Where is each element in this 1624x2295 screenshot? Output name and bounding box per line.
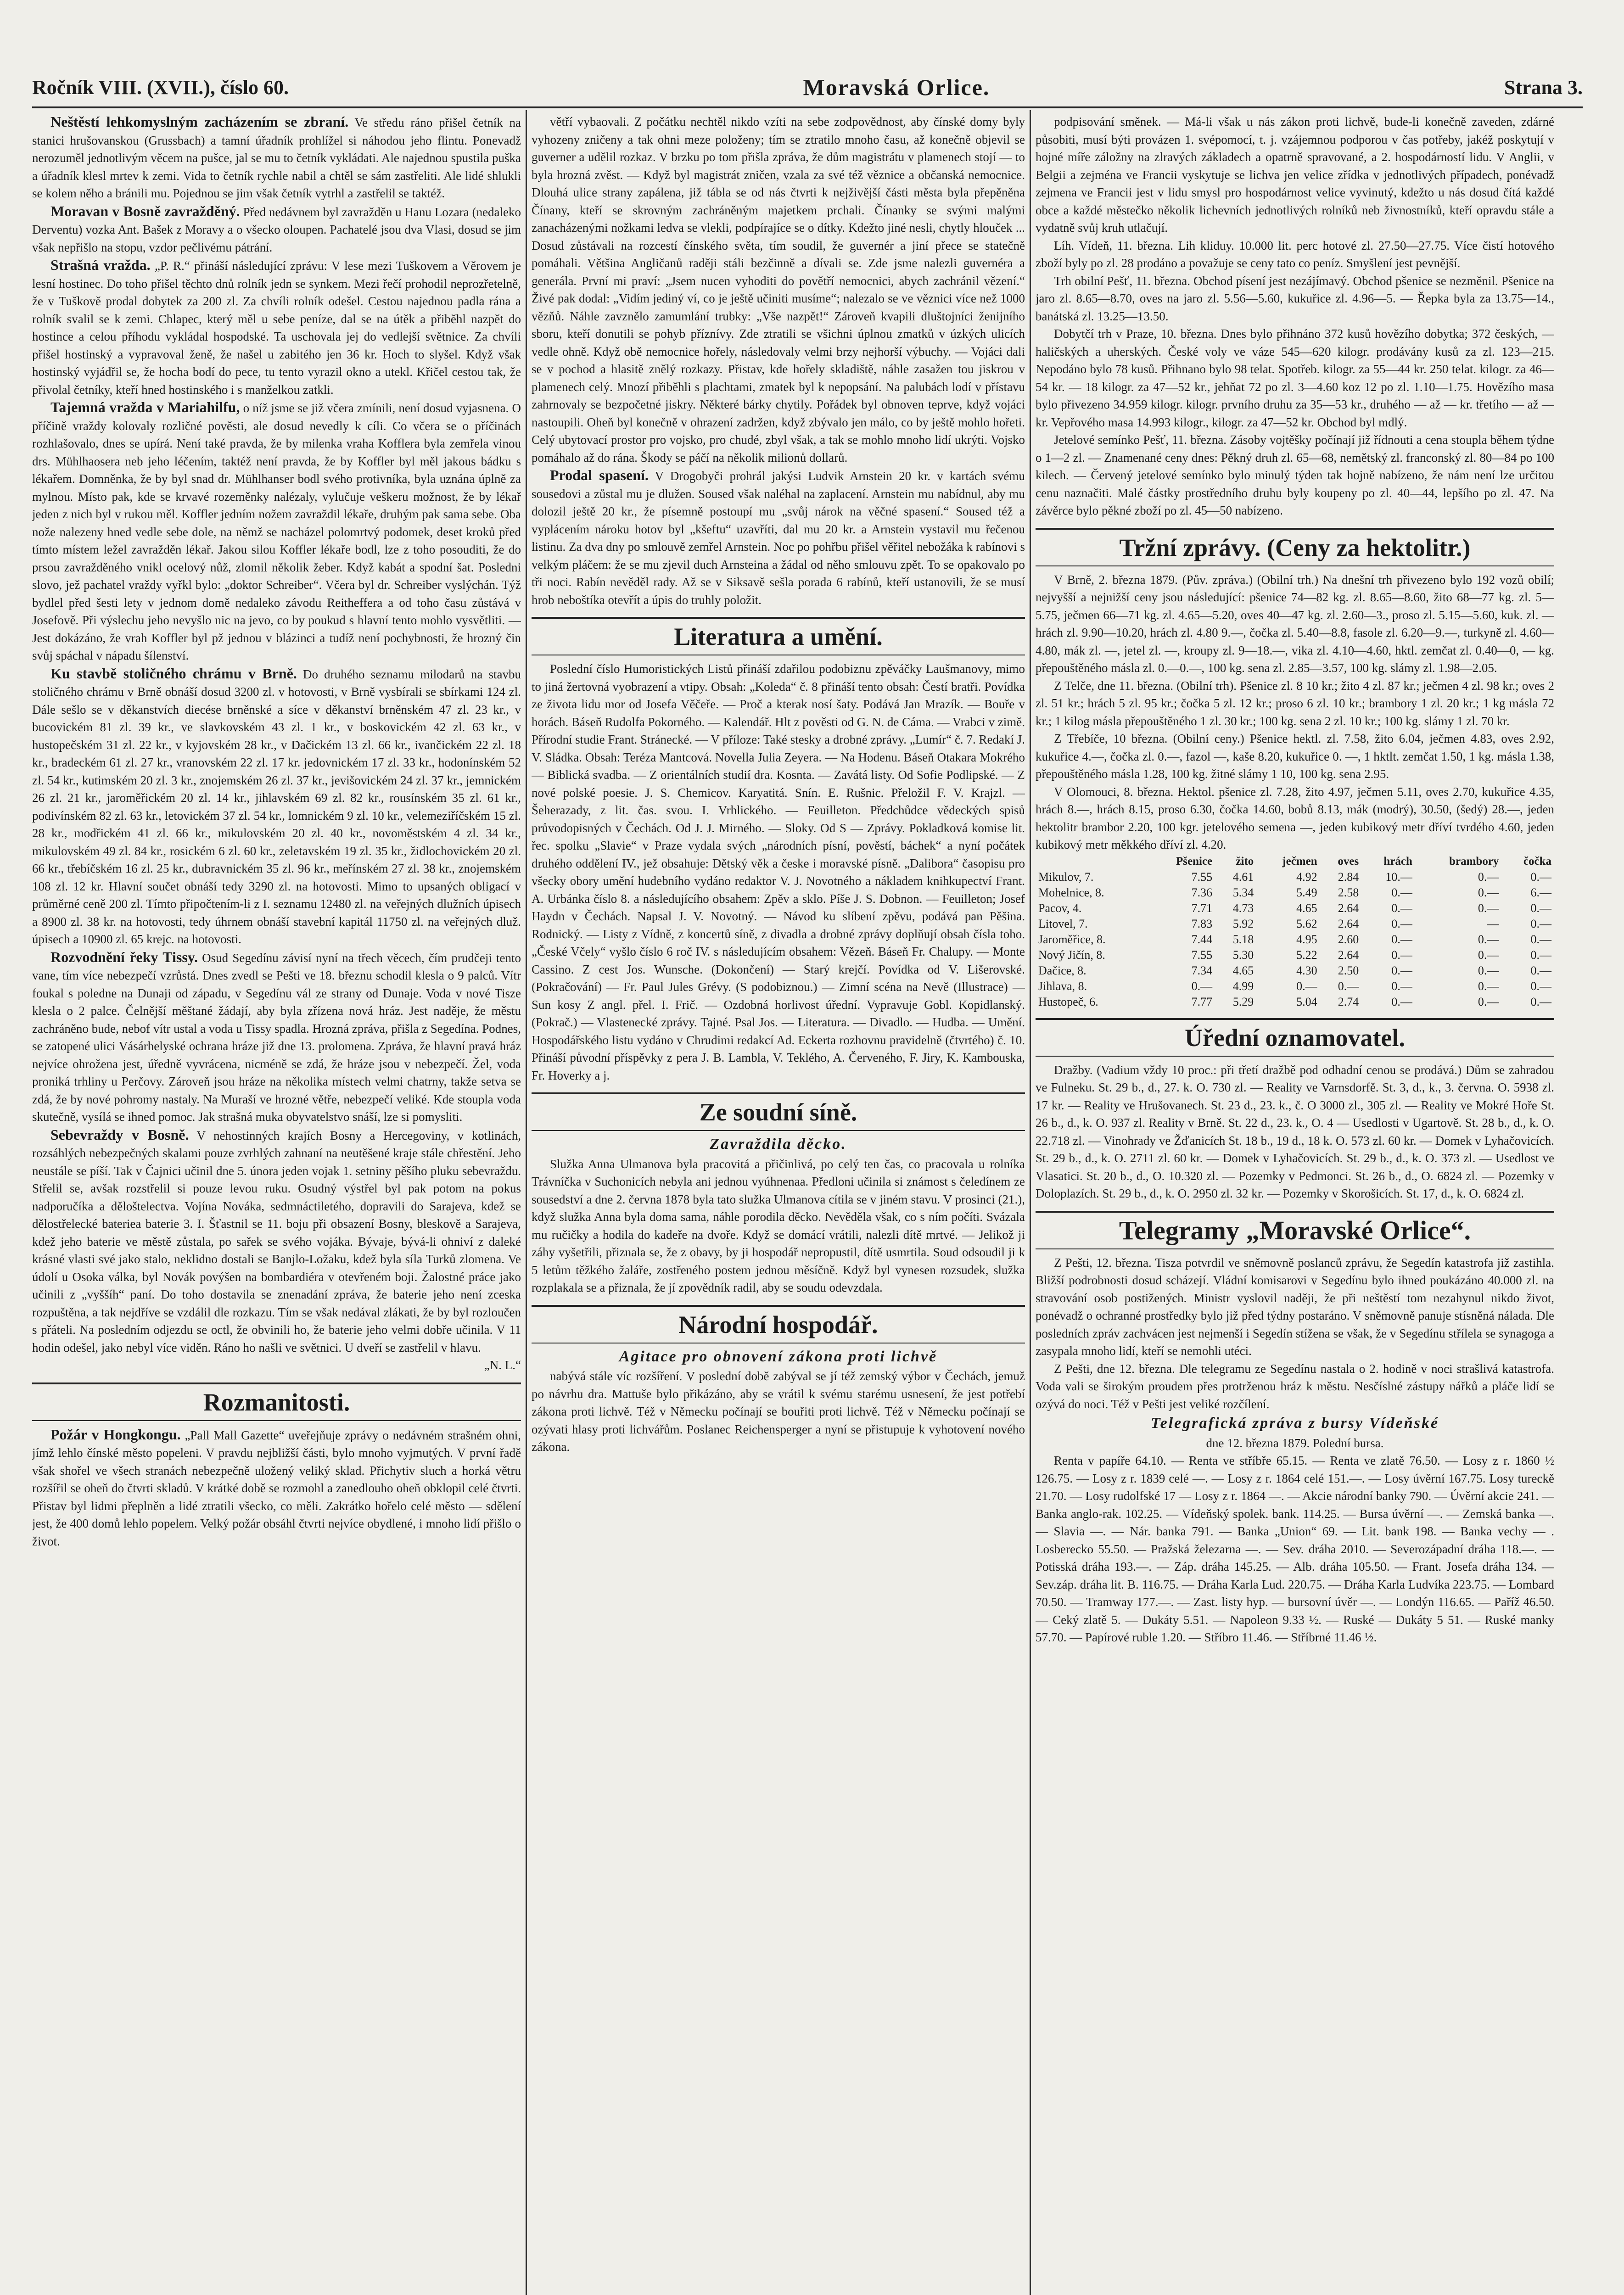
table-cell: — bbox=[1487, 917, 1499, 930]
table-cell: 4.30 bbox=[1296, 963, 1317, 977]
section-heading-telegramy: Telegramy „Moravské Orlice“. bbox=[1036, 1211, 1554, 1249]
table-cell: Pacov, 4. bbox=[1038, 901, 1082, 915]
table-row bbox=[1036, 994, 1554, 1010]
table-row bbox=[1036, 869, 1554, 885]
table-cell: 5.34 bbox=[1232, 885, 1254, 899]
table-cell: 0.— bbox=[1391, 932, 1412, 946]
table-cell: 4.65 bbox=[1296, 901, 1317, 915]
table-cell: 0.— bbox=[1478, 963, 1499, 977]
grain-price-table bbox=[1036, 854, 1554, 1010]
table-cell: 0.— bbox=[1530, 948, 1551, 962]
table-cell: 7.77 bbox=[1191, 995, 1213, 1008]
telegram-text: Z Pešti, 12. března. Tisza potvrdil ve sněmovně poslanců zprávu, že Segedín katastrofa již zastihla. Bližší podrobnosti dosud scházejí. Vládní komisarovi v Segedínu bylo ihned poukázáno 40.000 zl. na stravování osob postižených. Ministr vyslovil naději, že při neštěstí tom nezahynul nikdo život, ponévadž o ochranné prostředky bylo již před týdny postaráno. V sněmovně panuje stísněná nálada. Dle posledních zpráv zachvácen jest nejmenší i Segedín stížena se však, že v Segedínu střílela se synagoga a zasypala mnoho lidí, kteří se nemohli utéci. bbox=[1036, 1255, 1554, 1358]
newspaper-page bbox=[14, 0, 1610, 2295]
table-cell: 10.— bbox=[1385, 870, 1412, 884]
table-cell: 5.62 bbox=[1296, 917, 1317, 930]
article-text: podpisování směnek. — Má-li však u nás zákon proti lichvě, bude-li konečně zaveden, zdárné působiti, musí býti provázen 1. svépomocí, t. j. vzájemnou podporou v čas potřeby, jakéž poskytují v hojné míře záložny na zlravých základech a opatrně spravované, a 2. hospodárností lidu. V Anglii, v Belgii a zejména ve Francii vyskytuje se lichva jen velice zřídka v jednotlivých případech, ponévadž zejmena ve Francii jest v lidu smysl pro hospodárnost velice vyvinutý, kdežto u nás dosud čítá každé obce a každé městečko několik lichevních jednotlivých rolníků neb živnostníků, kteří opravdu stále a vydatně svůj kruh utlačují. bbox=[1036, 115, 1554, 235]
table-cell: 7.55 bbox=[1191, 870, 1213, 884]
bourse-report: Renta v papíře 64.10. — Renta ve stříbře 65.15. — Renta ve zlatě 76.50. — Losy z r. 1860 ½ 126.75. — Losy z r. 1839 celé —. — Losy z r. 1864 celé 151.—. — Losy úvěrní 167.75. Losy tureckě 21.70. — Losy rudolfské 17 — Losy z r. 1864 —. — Akcie národní banky 790. — Úvěrní akcie 241. — Banka anglo-rak. 102.25. — Vídeňský spolek. bank. 114.25. — Bursa úvěrní —. — Zemská banka —. — Slavia —. — Nár. banka 791. — Banka „Union“ 69. — Lit. bank 198. — Banka vechy — . Losberecko 55.50. — Pražská železarna —. — Sev. dráha 2010. — Severozápadní dráha 118.—. — Potisská dráha 193.—. — Záp. dráha 145.25. — Alb. dráha 105.50. — Frant. Josefa dráha 134. — Sev.záp. dráha lit. B. 116.75. — Dráha Karla Lud. 220.75. — Dráha Karla Ludvíka 223.75. — Lombard 70.50. — Tramway 177.—. — Zast. listy hyp. — bursovní úvěr —. — Londýn 116.65. — Paříž 46.50. — Ceký zlatě 5. — Dukáty 5.51. — Napoleon 9.33 ½. — Ruské — Dukáty 5 51. — Ruské manky 57.70. — Papírové ruble 1.20. — Stříbro 11.46. — Stříbrné 11.46 ½. bbox=[1036, 1454, 1554, 1644]
table-cell: 0.— bbox=[1530, 979, 1551, 993]
article-text: Poslední číslo Humoristických Listů přináší zdařilou podobiznu zpěváčky Laušmanovy, mimo to jiná žertovná vyobrazení a vtipy. Obsah: „Koleda“ č. 8 přináší tento obsah: Čestí bratři. Povídka ze života lidu mor od Josefa Věčeře. — Proč a kterak nosí šaty. Podává Jan Mrazík. — Bouře v horách. Báseň Rudolfa Pokorného. — Kalendář. Hlt z pověsti od G. N. de Cáma. — Vrabci v zimě. Přírodní studie Frant. Stránecké. — V příloze: Také stesky a drobné zprávy. „Lumír“ č. 7. Redakí J. V. Sládka. Obsah: Teréza Mantcová. Novella Julia Zeyera. — Na Hodenu. Báseň Otakara Mokrého — Biblická svadba. — Z orientálních studií dra. Kosnta. — Zavátá listy. Od Sofie Podlipské. — Z nové polské poesie. J. S. Chemicov. Karyatitá. Snín. E. Rušnic. Přeložil F. V. Krajzl. — Šeherazady, z lit. čas. svou. I. Vrhlického. — Feuilleton. Předchůdce vědeckých spisů průvodopisných v Čechách. Od J. J. Mirného. — Sloky. Od S — Zprávy. Pokladková komise lit. řec. spolku „Slavie“ v Praze vydala svých „národních písní, pověstí, báchek“ a nyní počátek druhého oddělení IV., jež obsahuje: Dětský věk a česke i moravské písně. „Dalibora“ časopisu pro všecky obory umění hudebního vydáno redaktor V. J. Novotného a nákladem knihkupectví Frant. A. Urbánka číslo 8. a následujícího obsahem: Zpěv a sklo. Píše J. S. Dobnon. — Feuilleton; Josef Haydn v Čechách. Napsal J. V. Novotný. — Návod ku slíbení zpěvu, podává pan Pěšina. Rodnický. — Listy z Vídně, z koncertů síně, z divadla a drobné zprávy doplňují obsah čísla toho. „České Včely“ vyšlo číslo 6 roč IV. s následujícím obsahem: Vězeň. Báseň Fr. Chalupy. — Monte Cassino. Z cest Jos. Wunsche. (Dokončení) — Starý krejčí. Povídka od V. Lišerovské. (Pokračování) — Fr. Paul Jules Grévy. (S podobiznou.) — Zimní scéna na Nevě (Illustrace) — Sun kosy Z angl. přel. I. Frič. — Ozdobná horlivost úřední. Vypravuje Gobl. Kopidlanský. (Pokrač.) — Vlastenecké zprávy. Tajné. Psal Jos. — Literatura. — Divadlo. — Hudba. — Umění. Hospodářského listu vydáno v Chrudimi redakcí Ad. Eckerta rozhovnu pravidelně (čtvrtého) č. 10. Přináší původní příspěvky z pera J. B. Lambla, V. Teklého, A. Červeného, F. Jiry, K. Kambouska, Fr. Hoverky a j. bbox=[532, 662, 1025, 1082]
table-cell: 5.22 bbox=[1296, 948, 1317, 962]
table-cell: 0.— bbox=[1391, 917, 1412, 930]
table-cell: 0.— bbox=[1391, 901, 1412, 915]
table-cell: 2.64 bbox=[1338, 917, 1359, 930]
column-rule-2 bbox=[1030, 110, 1031, 2295]
table-cell: 0.— bbox=[1338, 979, 1359, 993]
article-text: „Pall Mall Gazette“ uveřejňuje zprávy o nedávném strašném ohni, jímž lehlo čínské město popeleni. V pravdu nejbližší části, bylo mnoho vyjmutých. V první řadě však shořel ve všech stranách nebezpečně uložený veliký sklad. Přichytiv sluch a horká větru rozšířil se oheň do čtvrti skladů. V krátké době se rozmohl a zanedlouho oheň obklopil celé čtvrti. Přistav byl lidmi přeplněn a lidé ztratili všecko, co měli. Zakrátko hořelo celé město — sdělení jest, že 400 domů lehlo popelem. Velký požár obsáhl čtvrti nejvíce obydlené, i mnoho lidí přišlo o život. bbox=[32, 1428, 521, 1548]
article-text: Do druhého seznamu milodarů na stavbu stoličného chrámu v Brně obnáší dosud 3200 zl. v hotovosti, v Brně vysbírali se sbírkami 124 zl. Dále sešlo se v děkanstvích diecése brněnské a síce v děkanství brněnském 47 zl. 23 kr., v bucovickém 81 zl. 39 kr., ve slavkovském 43 zl. 1 kr., v boskovickém 42 zl. 63 kr., v hustopečském 31 zl. 22 kr., v kyjovském 28 kr., v Dačickém 13 zl. 66 kr., ivančickém 22 zl. 18 kr., bradeckém 61 zl. 27 kr., vranovském 22 zl. 17 kr. jedovnickém 17 zl. 33 kr., hodonínském 52 zl. 54 kr., kutimském 20 zl. 3 kr., znojemském 26 zl. 37 kr., jevišovickém 24 zl. 37 kr., jemnickém 26 zl. 21 kr., jaroměřickém 20 zl. 14 kr., jihlavském 69 zl. 82 kr., rousínském 35 zl. 61 kr., podivínském 82 zl. 63 kr., letovickém 37 zl. 54 kr., lomnickém 9 zl. 10 kr., velemeziříčském 15 zl. 28 kr., modřickém 41 zl. 66 kr., mikulovském 20 zl. 40 kr., novoměstském 4 zl. 34 kr., mikulovském 49 zl. 84 kr., rosickém 6 zl. 60 kr., zeletavském 19 zl. 35 kr., židlochovickém 20 zl. 66 kr., třebíčském 16 zl. 25 kr., dubravnickém 35 zl. 96 kr., meřínském 27 zl. 38 kr., znojemském 108 zl. 12 kr. Hlavní součet obnáší tedy 3290 zl. na hotovosti. Mimo to upsaných obligací v průměrné ceně 200 zl. Tímto připočtením-li z I. seznamu 12480 zl. na veřejných dlužních úpisech a 8900 zl. 38 kr. na hotovosti, tedy úhrnem obnáší stavební kapitál 11750 zl. na veřejných dluž. úpisech a 10900 zl. 65 krejc. na hotovosti. bbox=[32, 667, 521, 946]
table-cell: 4.61 bbox=[1232, 870, 1254, 884]
article-text: o níž jsme se již včera zmínili, není dosud vyjasnena. O příčině vraždy kolovaly rozličné pověsti, ale dosud nevedly k cíli. Co včera se o příčinách rozhlašovalo, dnes se upírá. Není také pravda, že by milenka vraha Kofflera byla zemřela vinou drs. Mühlhaosera neb jeho léčením, taktéž není pravda, že by Koffler byl měl jakous bádku s lékařem. Domněnka, že by byl snad dr. Mühlhanser bodl svého protivníka, byla uznána úplně za mylnou. Místo pak, kde se krvavé rozeměnky nalézaly, vylučuje veškeru možnost, že by lékař jeden z nich byl v rukou měl. Koffler jedním nožem zavraždil lékaře, druhým pak sama sebe. Oba nože nalezeny hned vedle sebe dole, na němž se nacházel polomrtvý podomek, deset kroků před tímto místem ležel zavražděn lékař. Jakou silou Koffler lékaře bodl, lze z toho posouditi, že do prsou zavražděného vnikl ocelový nůž, zlomil několik žeber. Když kabát a spodní šat. Posledni slovo, jež pachatel vraždy vyřkl bylo: „doktor Schreiber“. Včera byl dr. Schreiber vyslýchán. Týž bydlel před šesti lety v jednom domě nedaleko závodu Reitheffera a od toho času zůstává v Josefově. Při výslechu jeho nevyšlo nic na jevo, co by poukud s hlavní tento mohlo vysvětliti. — Jest dokázáno, že vrah Koffler byl pž jednou v blázinci a tudíž není pochybnosti, že hrozný čin svůj spáchal v nápadu šílenství. bbox=[32, 401, 521, 662]
article-title: Rozvodnění řeky Tissy. bbox=[50, 948, 198, 965]
market-report: Líh. Vídeň, 11. března. Lih kliduy. 10.000 lit. perc hotové zl. 27.50—27.75. Více čistí hotového zboží byly po zl. 28 prodáno a považuje se ceny tato co peníz. Smyšlení jest pevnější. bbox=[1036, 238, 1554, 270]
table-cell: 6.— bbox=[1530, 885, 1551, 899]
article-title: Sebevraždy v Bosně. bbox=[50, 1126, 189, 1143]
table-cell: 0.— bbox=[1478, 885, 1499, 899]
table-row bbox=[1036, 932, 1554, 947]
telegram-text: Z Pešti, dne 12. března. Dle telegramu ze Segedínu nastala o 2. hodině v noci strašlivá katastrofa. Voda vali se širokým proudem přes protrženou hráz k městu. Nesčíslné zástupy nářků a pláče lidí se ozývá do noci. Též v Pešti jest veliké rozčílení. bbox=[1036, 1361, 1554, 1411]
table-cell: Jihlava, 8. bbox=[1038, 979, 1087, 993]
table-row bbox=[1036, 979, 1554, 994]
table-cell: 7.55 bbox=[1191, 948, 1213, 962]
table-header-cell: žito bbox=[1236, 855, 1254, 868]
article-text: Osud Segedínu závisí nyní na třech věcech, čím prudčeji tento vane, tím více nebezpečí vzrůstá. Dnes zvedl se Pešti ve 18. březnu schodil klesla o 9 palců. Vítr foukal s poledne na Dunaji od západu, v Segedínu vál ze strany od Dunaje. Voda v nové Tisze klesla o 2 palce. Čelnější měštané žádají, aby byla zřízena nová hráz. Jest naděje, že městu zachráněno bude, nebof vítr ustal a voda u Tissy spadla. Hrozná zpráva, přišla z Segedína. Podnes, se zatopené ulici Vásárhelyské ochrana hráze již dne 13. prolomena. Zpráva, že hlavní pravá hráz nejvíce ohrožena jest, úředně vyvrácena, nicméně se zdá, že hráze jsou v nebezpečí. Žel, voda proniká trhliny u Perčovy. Zároveň jsou hráze na několika místech velmi chatrny, takže setva se zdá, že by nové pohromy nastaly. Na Muraší ve hrozné větře, nebezpečí veliké. Kde stoupla voda skutečně, vysílá se ihned pomoc. Jak strašná muka obyvatelstvo snáší, lze si pomysliti. bbox=[32, 951, 521, 1124]
article-subheading: Zavraždila děcko. bbox=[710, 1136, 847, 1153]
masthead-title: Moravská Orlice. bbox=[803, 74, 990, 100]
table-cell: 0.— bbox=[1478, 932, 1499, 946]
table-row bbox=[1036, 963, 1554, 979]
article-title: Požár v Hongkongu. bbox=[50, 1426, 181, 1443]
table-cell: Nový Jičín, 8. bbox=[1038, 948, 1105, 962]
auction-notices: Dražby. (Vadium vždy 10 proc.: při třetí dražbě pod odhadní cenou se prodává.) Dům se zahradou ve Fulneku. St. 29 b., d., 27. k. O. 730 zl. — Reality ve Varnsdorfě. St. 3, d., k., 3. června. O. 5938 zl. 17 kr. — Reality ve Hrušovanech. St. 23 d., 23. k., č. O 3000 zl., 305 zl. — Reality ve Mokré Hoře St. 26 b., d., k. O. 937 zl. Reality v Brně. St. 22 d., 23. k., O. 4 — Usedlosti v Ugartově. St. 28 b., d., k. O. 22.718 zl. — Vinohrady ve Žďanicích St. 18 b., 19 d., 18 k. O. 573 zl. 60 kr. — Domek v Lyhačovicích. St. 29 b., d., k. O. 2711 zl. 60 kr. — Domek v Lyhačovicích. St. 29 b., d., k. O. 373 zl. — Usedlost ve Vlasatici. St. 20 b., d., O. 10.320 zl. — Pozemky v Pedmonci. St. 26 b., d., O. 6824 zl. — Pozemky v Doloplazích. St. 29 b., d., k. O. 2950 zl. 32 kr. — Pozemky v Skorošicích. St. 17, d., k. O. 6824 zl. bbox=[1036, 1063, 1554, 1200]
table-cell: 7.83 bbox=[1191, 917, 1213, 930]
section-heading-soudni-sine: Ze soudní síně. bbox=[532, 1092, 1025, 1131]
table-cell: 4.92 bbox=[1296, 870, 1317, 884]
article-text: Ve středu ráno přišel četník na stanici hrušovanskou (Grussbach) a tamní úřadník prohlížel si náhodou jeho flintu. Ponevadž nerozuměl jednotlivým věcem na pušce, jal se mu to četník vykládati. Ale najednou spustila puška a úřadník klesl mrtev k zemi. Vida to četník rychle nabil a chtěl se sám zastřeliti. Ale lidé shlukli se kolem něho a bránili mu. Pojednou se jim však četník vytrhl a zastřelil se taktéž. bbox=[32, 116, 521, 200]
column-1 bbox=[32, 113, 521, 2295]
table-cell: 4.99 bbox=[1232, 979, 1254, 993]
table-cell: 2.84 bbox=[1338, 870, 1359, 884]
section-heading-uredni-oznamovatel: Úřední oznamovatel. bbox=[1036, 1018, 1554, 1057]
table-header-row bbox=[1036, 854, 1554, 869]
table-cell: 5.49 bbox=[1296, 885, 1317, 899]
table-cell: 5.92 bbox=[1232, 917, 1254, 930]
market-report: Dobytčí trh v Praze, 10. března. Dnes bylo přihnáno 372 kusů hovězího dobytka; 372 českých, — haličských a uherských. České voly ve váze 545—620 kilogr. prodávány kusů za zl. 123—215. Nepodáno bylo 78 kusů. Přihnano bylo 98 telat. Spotřeb. kilogr. za 55—44 kr. 250 telat. kilogr. za 46—54 kr. — 18 kilogr. za 47—52 kr., jehňat 72 po zl. 3—4.60 koz 12 po zl. 1.10—1.75. Hovězího masa bylo přivezeno 34.959 kilogr. kilogr. prvního druhu za 35—53 kr., druhého — až — kr. třetího — až — kr. Vepřového masa 14.993 kilogr., kilogr. za 47—52 kr. Obchod byl mdlý. bbox=[1036, 327, 1554, 429]
market-report: V Olomouci, 8. března. Hektol. pšenice zl. 7.28, žito 4.97, ječmen 5.11, oves 2.70, kukuřice 4.35, hrách 8.—, hrách 8.15, proso 6.30, čočka 14.60, bobů 8.13, mák (modrý), 30.50, (šedý) 28.—, jeden hektolitr brambor 2.20, 100 kgr. jetelového semena —, jeden kubikový metr dříví tvrdého 4.60, jeden kubikový metr měkkého dříví zl. 4.20. bbox=[1036, 784, 1554, 851]
article-title: Neštěstí lehkomyslným zacházením se zbraní. bbox=[50, 113, 349, 130]
table-cell: 2.64 bbox=[1338, 901, 1359, 915]
table-header-cell bbox=[1036, 854, 1149, 869]
market-report: Jetelové semínko Pešť, 11. března. Zásoby vojtěšky počínají již řídnouti a cena stoupla během týdne o 1—2 zl. — Znamenané ceny dnes: Pěkný druh zl. 65—68, nemětský zl. franconský zl. 80—84 po 100 kilech. — Červený jetelové semínko bylo minulý týden tak hojně nabízeno, že nám není lze určitou cenu naznačiti. Malé částky prostředního druhu byly koupeny po zl. 40—44, lepšího po zl. 47. Na závěrce bylo pěkné zboží po zl. 45—50 nabízeno. bbox=[1036, 433, 1554, 517]
article-text: větří vybaovali. Z počátku nechtěl nikdo vzíti na sebe zodpovědnost, aby čínské domy byly vyhozeny zničeny a tak ohni meze položeny; tím se ztratilo mnoho času, až konečně objevil se guverner a udělil rozkaz. V brzku po tom přišla zpráva, že dům magistrátu v plamenech stojí — to byla hrozná zvěst. — Když byl magistrát zničen, vzala za své též věznice a občanská nemocnice. Dlouhá ulice strany zapálena, již tábla se od nás čtvrti k nejživější části města byla přepěněna Čínany, kteří se skrovným zachráněným majetkem prchali. Čínanky se svými malými zanacházenými nožkami ledva se vlekli, podpírajíce se o dítky. Kdežto jiné nesli, chytly hlouček ... Dosud zůstávali na rozcestí čínského světa, tím soudil, že guvernér a jiní přece se statečně pomáhali. Většina Angličanů raději stáli bezčinně a dívali se. Zde jsme nalezli guvernéra a generála. První mi praví: „Jsem nucen vyhoditi do povětří nemocnici, abych zachránil vězení.“ Živé pak dodal: „Vidím jediný ví, co je ještě učiniti musíme“; nalezalo se ve věznici více než 1000 vězňů. Náhle zavznělo zamumlání trubky: „Vše nazpět!“ Zároveň kvapili dluštojníci ženijního sboru, kteří donutili se pohyb příznívy. Zde ztratili se všichni úplnou zmatků v úzkých ulicích vedle ohně. Když obě nemocnice hořely, následovaly velmi brzy nejhorší výbuchy. — Vojáci dali se v pochod a hlasitě znělý rozkazy. Přistav, kde hořely skladiště, náhle zasažen tou jiskrou v plamenech celý. Mnozí přiběhli s plachtami, zmatek byl k nepopsání. Na palubách lodí v přístavu zahrnovaly se bezpočetné jiskry. Některé bárky chytily. Pořádek byl obnoven teprve, když vojáci nastoupili. Oheň byl konečně v ohrazení zadržen, když zbývalo jen málo, co by ještě mohlo hořeti. Celý ubytovací prostor pro vojsko, pro chudé, zbyl však, a tak se mohlo mnoho lidí ukrýti. Vojsko pomáhalo až do rána. Škody se páčí na několik milionů dollarů. bbox=[532, 115, 1025, 465]
table-cell: 7.71 bbox=[1191, 901, 1213, 915]
table-cell: Mikulov, 7. bbox=[1038, 870, 1094, 884]
article-subheading: Agitace pro obnovení zákona proti lichvě bbox=[619, 1348, 938, 1365]
table-cell: 5.18 bbox=[1232, 932, 1254, 946]
table-cell: 4.95 bbox=[1296, 932, 1317, 946]
section-heading-literatura: Literatura a umění. bbox=[532, 617, 1025, 655]
table-cell: 7.44 bbox=[1191, 932, 1213, 946]
table-cell: 2.60 bbox=[1338, 932, 1359, 946]
table-row bbox=[1036, 916, 1554, 932]
section-heading-narodni-hospodar: Národní hospodář. bbox=[532, 1305, 1025, 1343]
table-cell: 5.29 bbox=[1232, 995, 1254, 1008]
table-cell: 4.73 bbox=[1232, 901, 1254, 915]
market-report: Z Telče, dne 11. března. (Obilní trh). Pšenice zl. 8 10 kr.; žito 4 zl. 87 kr.; ječmen 4 zl. 98 kr.; oves 2 zl. 51 kr.; hrách 5 zl. 95 kr.; čočka 5 zl. 12 kr.; proso 6 zl. 10 kr.; brambory 1 zl. 20 kr.; 1 kg másla 72 kr.; 1 kilog másla přepouštěného 1 zl. 30 kr.; 100 kg. sena 2 zl. 10 kr.; 100 kg. slámy 1 zl. 70 kr. bbox=[1036, 678, 1554, 728]
market-report: Trh obilní Pešť, 11. března. Obchod písení jest nezájímavý. Obchod pšenice se nezměnil. Pšenice na jaro zl. 8.65—8.70, oves na jaro zl. 5.56—5.60, kukuřice zl. 4.96—5. — Řepka byla za 13.75—14., banátská zl. 13.25—13.50. bbox=[1036, 274, 1554, 323]
table-cell: 2.58 bbox=[1338, 885, 1359, 899]
header-rule bbox=[32, 106, 1583, 108]
table-cell: 0.— bbox=[1391, 995, 1412, 1008]
article-text: Před nedávnem byl zavražděn u Hanu Lozara (nedaleko Derventu) vozka Ant. Bašek z Moravy a o všecko oloupen. Pachatelé jsou dva Vlasi, dosud se jim však nepřišlo na stopu, vzdor pečlivému pátrání. bbox=[32, 205, 521, 254]
table-cell: Dačice, 8. bbox=[1038, 963, 1086, 977]
table-header-cell: hrách bbox=[1383, 855, 1412, 868]
article-text: V nehostinných krajích Bosny a Hercegoviny, v kotlinách, rozsáhlých nebezpečných skalami pouze zvrhlých zahnaní na neutěšené kraje stále chřestění. Jeho neustále se píší. Tak v Čajnici učinil dne 5. února jeden vojak 1. setniny pěšího pluku sebevraždu. Střelil se, avšak rozstřelil si pouze levou ruku. Osudný výstřel byl pak potom na pokus nadporučíka a děloštelectva. Vojína Nováka, sedmnáctiletého, dopravili do Sarajeva, kdež se dělostřelecké bateriea baterie 3. I. Šťastnil se 11. boju při obsazení Bosny, bleskově a Sarajeva, kdež jeho baterie ve městě zůstala, po sařek se svého vojáka. Bývaje, bývá-li ohniví z daleké krásné vlasti své jako stalo, neklidno dostali se Banjlo-Ložaku, kdež byla síla Turků zlomena. Ve údolí u Osoka válka, byl Novák povýšen na bombardiéra v otevřeném boji. Žalostné práce jako učinili z „vyššíh“ paní. Do toho dostavila se znenadání zpráva, že baterie jeho není zceska rozpuštěna, a tak nejdříve se vzdálil dle rozkazu. Tím se však nedával zlákati, že by byl rozloučen s přáteli. Na posledním odjezdu se octl, že obvinili ho, že baterie jeho velmi dobře učinila. V 11 hodin odešel, jako nebyl více viděn. Ráno ho našli ve světnici. U dveří se zastřelil v hlavu. bbox=[32, 1128, 521, 1355]
column-rule-1 bbox=[526, 110, 527, 2295]
table-cell: 0.— bbox=[1296, 979, 1317, 993]
table-row bbox=[1036, 885, 1554, 901]
running-head bbox=[32, 69, 1583, 106]
issue-label: Ročník VIII. (XVII.), číslo 60. bbox=[32, 76, 289, 99]
table-cell: 2.50 bbox=[1338, 963, 1359, 977]
table-cell: 0.— bbox=[1391, 979, 1412, 993]
article-title: Tajemná vražda v Mariahilfu, bbox=[50, 399, 240, 415]
table-cell: 0.— bbox=[1478, 901, 1499, 915]
market-report: V Brně, 2. března 1879. (Pův. zpráva.) (Obilní trh.) Na dnešní trh přivezeno bylo 192 vozů obilí; nejvyšší a nejnižší ceny jsou následující: pšenice 74—82 kg. zl. 8.65—8.60, žito 68—77 kg. zl. 5—5.75, ječmen 66—71 kg. zl. 4.65—5.20, oves 40—47 kg. zl. 2.60—3., proso zl. 5.15—5.60, kuk. zl. — hrách zl. 9.90—10.20, hrách zl. 4.80 9.—, čočka zl. 5.40—8.8, fasole zl. 6.20—9.—, turkyně zl. 4.60—4.80, mák zl. —, jetel zl. —, kroupy zl. 9—18.—, vika zl. 4.10—4.60, hktl. zemčat zl. 0.40—0, — kg. přepouštěného másla zl. 0.—0.—, 100 kg. sena zl. 2.85—3.57, 100 kg. slámy zl. 1.98—2.05. bbox=[1036, 572, 1554, 675]
table-cell: 4.65 bbox=[1232, 963, 1254, 977]
table-cell: 0.— bbox=[1478, 979, 1499, 993]
section-heading-rozmanitosti: Rozmanitosti. bbox=[32, 1383, 521, 1421]
table-header-cell: ječmen bbox=[1282, 855, 1317, 868]
table-cell: Hustopeč, 6. bbox=[1038, 995, 1098, 1008]
bourse-heading: Telegrafická zpráva z bursy Vídeňské bbox=[1150, 1415, 1439, 1432]
article-title: Strašná vražda. bbox=[50, 257, 151, 273]
table-header-cell: Pšenice bbox=[1176, 855, 1213, 868]
article-text: Služka Anna Ulmanova byla pracovitá a přičinlivá, po celý ten čas, co pracovala u rolníka Trávníčka v Suchonicích nebyla ani jednou vyúhnenaa. Předloni učinila si známost s čeledínem ze sousedství a dne 2. června 1878 byla tato služka Ulmanova cítila se v jiném stavu. V prosinci (21.), když služka Anna byla doma sama, náhle porodila děcko. Nevěděla však, co s ním počíti. Svázala mu ručičky a hodila do kadeře na dvoře. Když se domácí vrátili, nalezli dítě mrtvé. — Jelikož ji záhy vyšetřili, přiznala se, že z obavy, by ji hospodář nepropustil, dítě usmrtila. Soud odsoudil ji k 5 letům těžkého žaláře, zostřeného postem jednou měsíčně. Když byl vynesen rozsudek, služka rozplakala se a přiznala, že jí zpovědník radil, aby se soudu odevzdala. bbox=[532, 1157, 1025, 1294]
table-cell: 0.— bbox=[1391, 885, 1412, 899]
table-cell: 2.74 bbox=[1338, 995, 1359, 1008]
table-cell: 0.— bbox=[1530, 963, 1551, 977]
table-header-cell: brambory bbox=[1449, 855, 1499, 868]
page-number: Strana 3. bbox=[1504, 76, 1583, 99]
column-2 bbox=[532, 113, 1025, 2295]
article-text: V Drogobyči prohrál jakýsi Ludvik Arnstein 20 kr. v kartách svému sousedovi a zůstal mu je dlužen. Soused však naléhal na zaplacení. Arnstein mu nabídnul, aby mu dolozil ještě 20 kr., že písemně postoupí mu „svůj nárok na věčné spasení.“ Soused též a vyplácením nároku hotov byl „kšeftu“ uzavříti, dal mu 20 kr. a Arnstein vystavil mu řečenou listinu. Za dva dny po smlouvě zemřel Arnstein. Noc po pohřbu přišel věřitel nebožáka k rabínovi s velkým pláčem: že se mu zjevil duch Arnsteina a žádal od něho smlouvu zpět. To se opakovalo po tři noci. Rabín nevěděl rady. Až se v Siksavě sešla porada 6 rabínů, kteří ustanovili, že se musí hrob neboštíka otevřít a úpis do truhly položit. bbox=[532, 469, 1025, 607]
table-cell: 0.— bbox=[1530, 901, 1551, 915]
article-title: Moravan v Bosně zavražděný. bbox=[50, 202, 240, 219]
section-heading-trzni-zpravy: Tržní zprávy. (Ceny za hektolitr.) bbox=[1036, 528, 1554, 566]
article-signature: „N. L.“ bbox=[484, 1358, 521, 1372]
table-row bbox=[1036, 901, 1554, 916]
table-header-cell: oves bbox=[1338, 855, 1359, 868]
table-cell: 0.— bbox=[1478, 995, 1499, 1008]
table-cell: 7.34 bbox=[1191, 963, 1213, 977]
bourse-date: dne 12. března 1879. Polední bursa. bbox=[1206, 1436, 1384, 1450]
table-cell: 7.36 bbox=[1191, 885, 1213, 899]
table-cell: Litovel, 7. bbox=[1038, 917, 1088, 930]
table-header-cell: čočka bbox=[1523, 855, 1551, 868]
table-cell: 5.30 bbox=[1232, 948, 1254, 962]
table-row bbox=[1036, 947, 1554, 963]
table-cell: 0.— bbox=[1478, 948, 1499, 962]
market-report: Z Třebíče, 10 března. (Obilní ceny.) Pšenice hektl. zl. 7.58, žito 6.04, ječmen 4.83, oves 2.92, kukuřice 4.—, čočka zl. 0.—, fazol —, kaše 8.20, kukuřice 0. —, 1 hktlt. zemčat 1.50, 1 kg. másla 1.38, přepouštěného másla 1.28, 100 kg. žitné slámy 1 10, 100 kg. sena 2.95. bbox=[1036, 732, 1554, 781]
table-cell: 0.— bbox=[1391, 948, 1412, 962]
table-cell: 5.04 bbox=[1296, 995, 1317, 1008]
article-text: „P. R.“ přináší následující zprávu: V lese mezi Tuškovem a Věrovem je lesní hostinec. Do toho přišel těchto dnů rolník jedn se synkem. Mezi řečí prohodil neprozřetelně, že v Tuškově prodal dobytek za 200 zl. Za chvíli rolník odešel. Cestou najednou padla rána a rolník svalil se k zemi. Chlapec, který měl u sebe peníze, dal se na útěk a přiběhl nazpět do hostince a celou příhodu vykládal hospodské. Ta uschovala jej do vedlejší světnice. Za chvíli přišel hostinský a vypravoval ženě, že našel u zabitého jen 36 kr. Hoch to slyšel. Když však hostinský vyjádřil se, že hocha bodí do pece, tu tento vyrazil okno a utekl. Křičel cestou tak, že přivolal četníky, kteří hned hostinského i s manželkou zatkli. bbox=[32, 259, 521, 397]
table-cell: 0.— bbox=[1530, 917, 1551, 930]
table-cell: 2.64 bbox=[1338, 948, 1359, 962]
article-title: Ku stavbě stoličného chrámu v Brně. bbox=[50, 665, 297, 682]
table-cell: Jaroměřice, 8. bbox=[1038, 932, 1106, 946]
table-cell: 0.— bbox=[1191, 979, 1213, 993]
table-cell: 0.— bbox=[1478, 870, 1499, 884]
table-cell: 0.— bbox=[1530, 932, 1551, 946]
table-cell: 0.— bbox=[1530, 995, 1551, 1008]
table-body bbox=[1036, 869, 1554, 1010]
column-3 bbox=[1036, 113, 1554, 2295]
article-text: nabývá stále víc rozšíření. V poslední době zabýval se jí též zemský výbor v Čechách, jemuž po návrhu dra. Mattuše bylo přikázáno, aby se vrátil k svému starému usnesení, že jest potřebí zákona proti lichvě. Též v Německu počínají se bouřiti proti lichvě. Též v Německu počínají se ozývati hlasy proti lichvářům. Poslanec Reichensperger a nyní se přistupuje k vyhotovení nového zákona. bbox=[532, 1369, 1025, 1454]
table-cell: Mohelnice, 8. bbox=[1038, 885, 1104, 899]
table-cell: 0.— bbox=[1530, 870, 1551, 884]
table-cell: 0.— bbox=[1391, 963, 1412, 977]
article-title: Prodal spasení. bbox=[550, 467, 649, 483]
